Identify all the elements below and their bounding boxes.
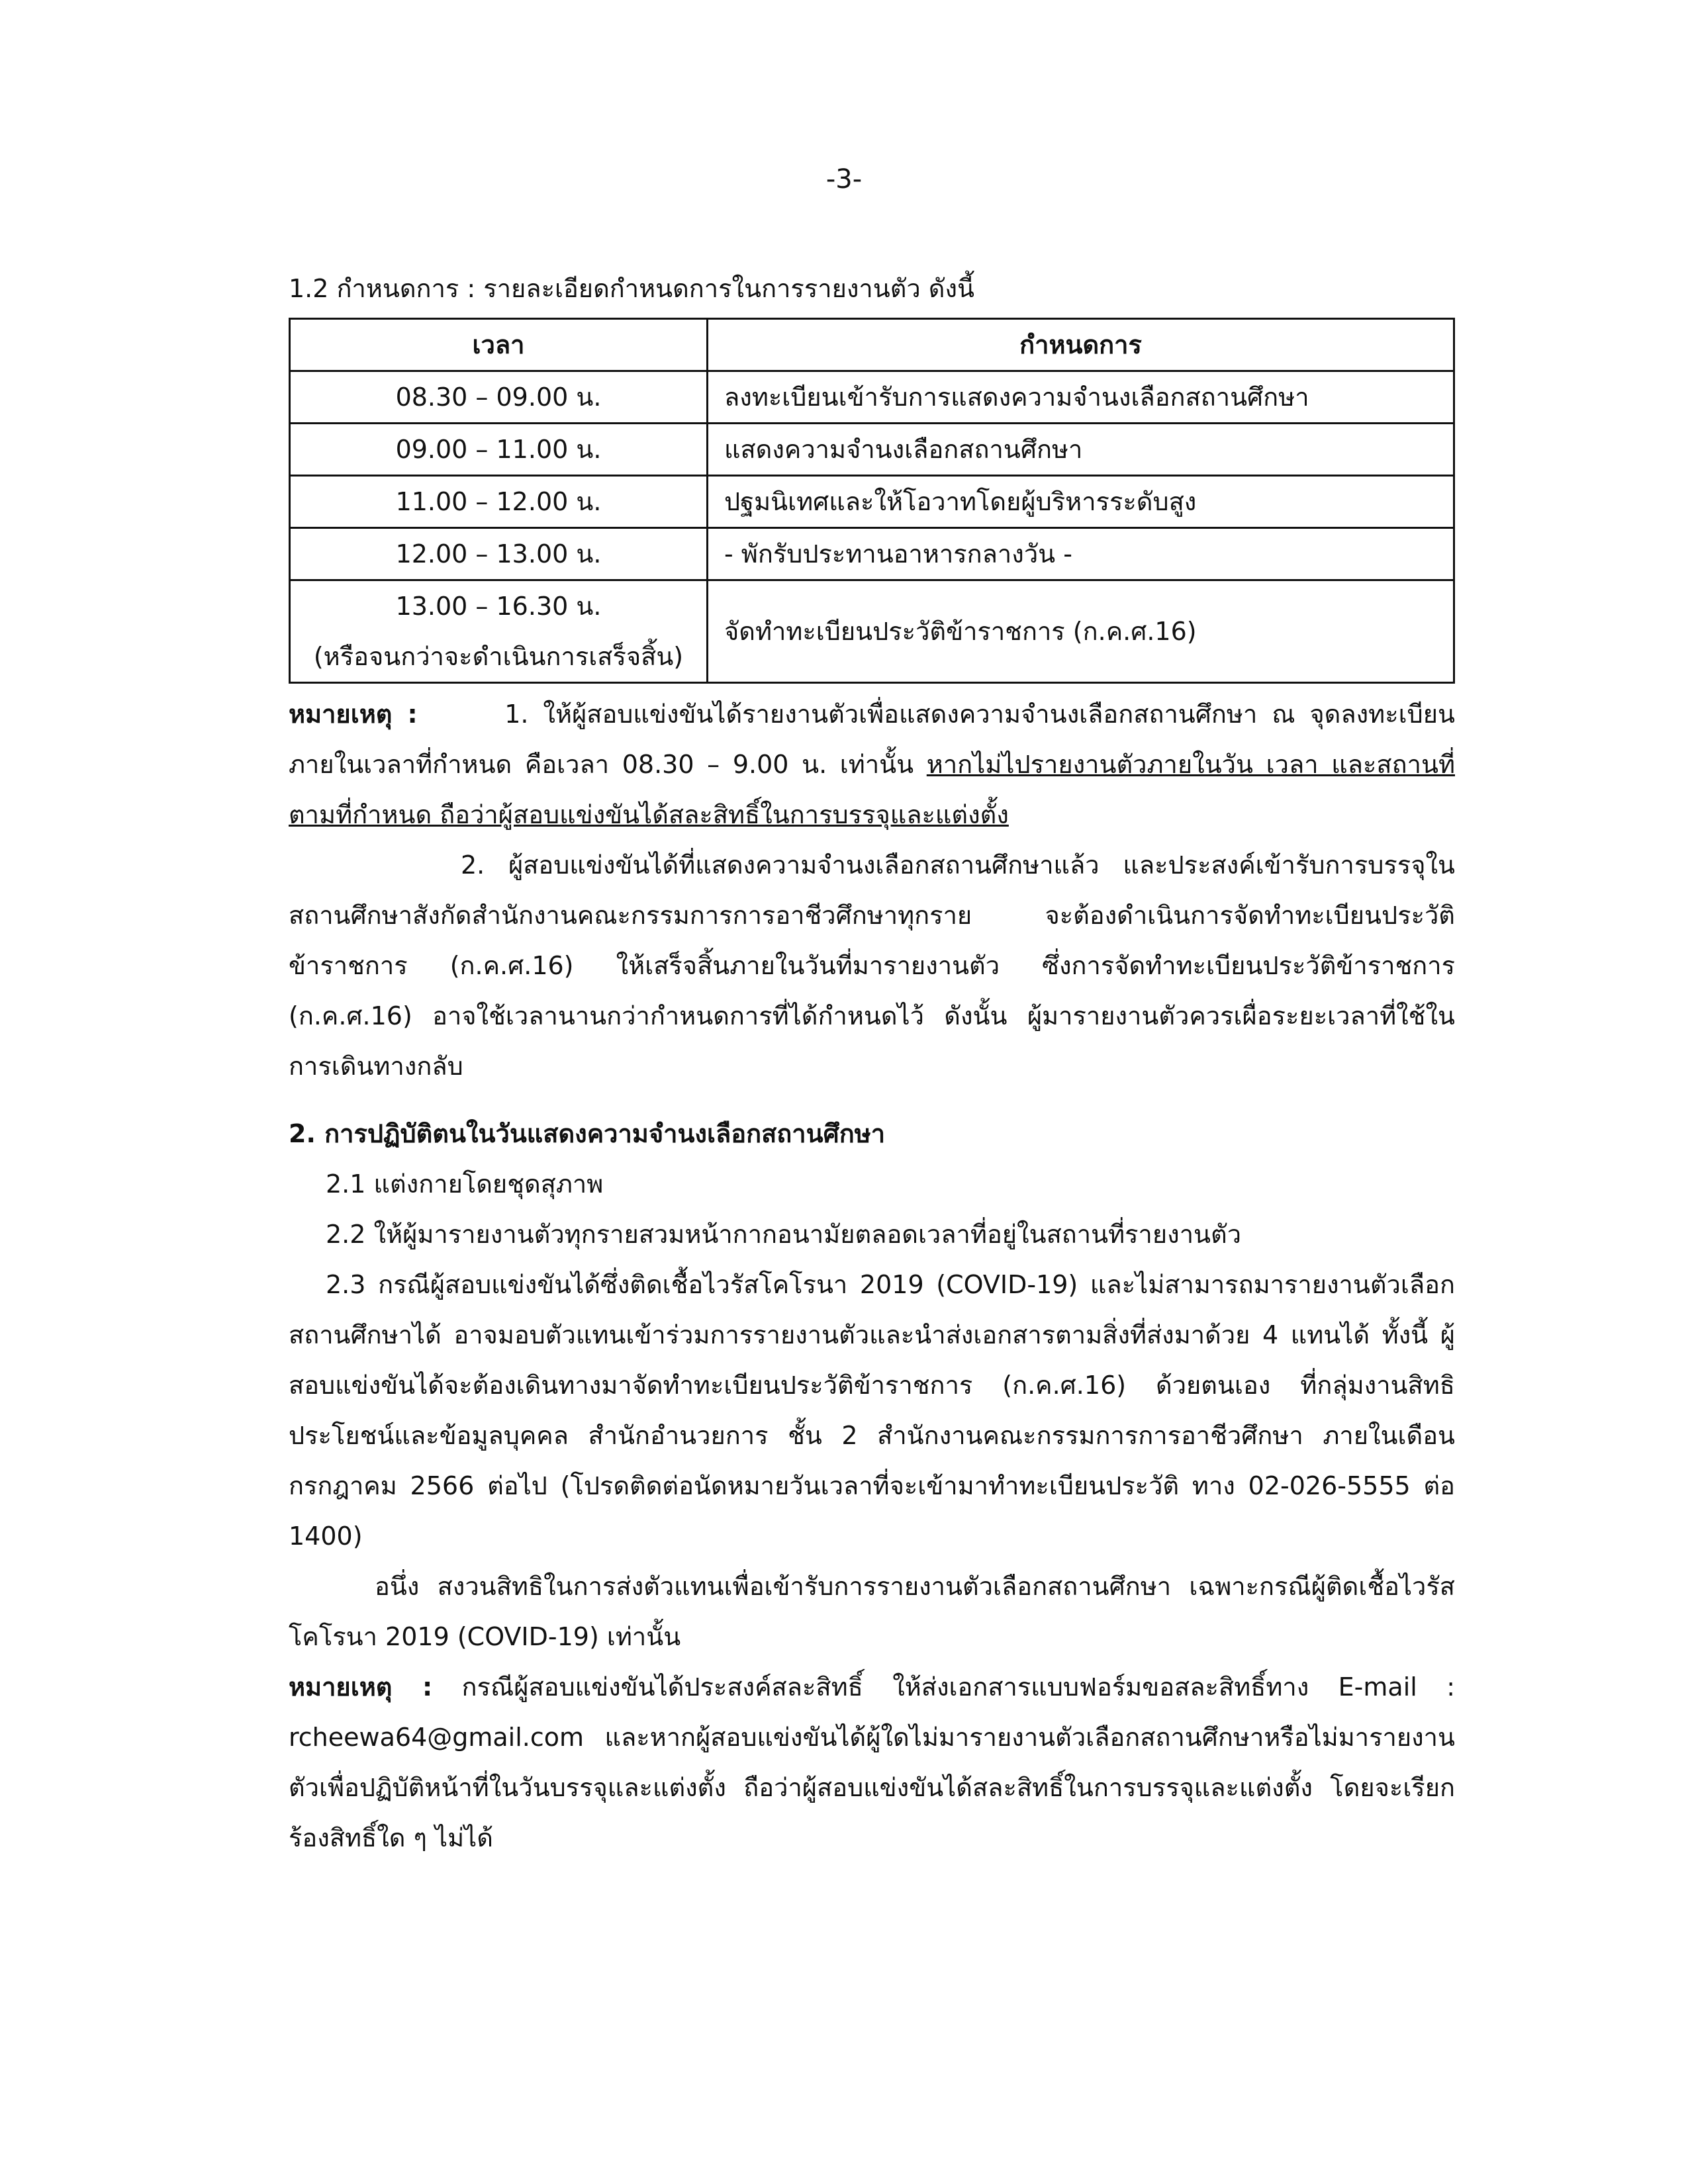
table-row bbox=[290, 371, 1454, 424]
row-activity: ปฐมนิเทศและให้โอวาทโดยผู้บริหารระดับสูง bbox=[708, 476, 1454, 528]
note-label: หมายเหตุ : bbox=[289, 1672, 433, 1702]
note-2-text: กรณีผู้สอบแข่งขันได้ประสงค์สละสิทธิ์ ให้ส่งเอกสารแบบฟอร์มขอสละสิทธิ์ทาง E-mail : rcheewa64@gmail.com และหากผู้สอบแข่งขันได้ผู้ใดไม่มารายงานตัวเลือกสถานศึกษาหรือไม่มารายงานตัวเพื่อปฏิบัติหน้าที่ในวันบรรจุและแต่งตั้ง ถือว่าผู้สอบแข่งขันได้สละสิทธิ์ในการบรรจุและแต่งตั้ง โดยจะเรียกร้องสิทธิ์ใด ๆ ไม่ได้ bbox=[289, 1672, 1455, 1852]
row-time: 11.00 – 12.00 น. bbox=[290, 476, 708, 528]
document-body bbox=[289, 263, 1455, 1863]
table-row bbox=[290, 528, 1454, 580]
table-row bbox=[290, 580, 1454, 683]
note-1-item-1 bbox=[289, 689, 1455, 840]
table-row bbox=[290, 424, 1454, 476]
note-1-item-2: 2. ผู้สอบแข่งขันได้ที่แสดงความจำนงเลือกสถานศึกษาแล้ว และประสงค์เข้ารับการบรรจุในสถานศึกษาสังกัดสำนักงานคณะกรรมการการอาชีวศึกษาทุกราย จะต้องดำเนินการจัดทำทะเบียนประวัติข้าราชการ (ก.ค.ศ.16) ให้เสร็จสิ้นภายในวันที่มารายงานตัว ซึ่งการจัดทำทะเบียนประวัติข้าราชการ (ก.ค.ศ.16) อาจใช้เวลานานกว่ากำหนดการที่ได้กำหนดไว้ ดังนั้น ผู้มารายงานตัวควรเผื่อระยะเวลาที่ใช้ในการเดินทางกลับ bbox=[289, 850, 1455, 1081]
note-label: หมายเหตุ : bbox=[289, 700, 418, 729]
item-2-1: 2.1 แต่งกายโดยชุดสุภาพ bbox=[326, 1169, 604, 1199]
row-time-range: 13.00 – 16.30 น. bbox=[395, 592, 602, 621]
item-2-2: 2.2 ให้ผู้มารายงานตัวทุกรายสวมหน้ากากอนามัยตลอดเวลาที่อยู่ในสถานที่รายงานตัว bbox=[326, 1220, 1242, 1249]
row-activity: ลงทะเบียนเข้ารับการแสดงความจำนงเลือกสถานศึกษา bbox=[708, 371, 1454, 424]
row-time: 09.00 – 11.00 น. bbox=[290, 424, 708, 476]
item-2-3: 2.3 กรณีผู้สอบแข่งขันได้ซึ่งติดเชื้อไวรัสโคโรนา 2019 (COVID-19) และไม่สามารถมารายงานตัวเลือกสถานศึกษาได้ อาจมอบตัวแทนเข้าร่วมการรายงานตัวและนำส่งเอกสารตามสิ่งที่ส่งมาด้วย 4 แทนได้ ทั้งนี้ ผู้สอบแข่งขันได้จะต้องเดินทางมาจัดทำทะเบียนประวัติข้าราชการ (ก.ค.ศ.16) ด้วยตนเอง ที่กลุ่มงานสิทธิประโยชน์และข้อมูลบุคคล สำนักอำนวยการ ชั้น 2 สำนักงานคณะกรรมการการอาชีวศึกษา ภายในเดือนกรกฎาคม 2566 ต่อไป (โปรดติดต่อนัดหมายวันเวลาที่จะเข้ามาทำทะเบียนประวัติ ทาง 02-026-5555 ต่อ 1400) bbox=[289, 1270, 1455, 1551]
row-time: 12.00 – 13.00 น. bbox=[290, 528, 708, 580]
section-2-heading: 2. การปฏิบัติตนในวันแสดงความจำนงเลือกสถานศึกษา bbox=[289, 1119, 886, 1148]
schedule-table bbox=[289, 318, 1455, 684]
row-activity: - พักรับประทานอาหารกลางวัน - bbox=[708, 528, 1454, 580]
note-1-item-1-underlined: หากไม่ไปรายงานตัวภายในวัน เวลา และสถานที่ตามที่กำหนด ถือว่าผู้สอบแข่งขันได้สละสิทธิ์ในการบรรจุและแต่งตั้ง bbox=[289, 750, 1455, 829]
header-activity: กำหนดการ bbox=[708, 319, 1454, 371]
table-row bbox=[290, 476, 1454, 528]
row-time bbox=[290, 580, 708, 683]
note-1-item-1-text: 1. ให้ผู้สอบแข่งขันได้รายงานตัวเพื่อแสดงความจำนงเลือกสถานศึกษา ณ จุดลงทะเบียน ภายในเวลาที่กำหนด คือเวลา 08.30 – 9.00 น. เท่านั้น bbox=[289, 700, 1455, 779]
row-activity: แสดงความจำนงเลือกสถานศึกษา bbox=[708, 424, 1454, 476]
row-activity: จัดทำทะเบียนประวัติข้าราชการ (ก.ค.ศ.16) bbox=[708, 580, 1454, 683]
page-number: -3- bbox=[825, 164, 863, 195]
section-1-2-heading: 1.2 กำหนดการ : รายละเอียดกำหนดการในการรายงานตัว ดังนี้ bbox=[289, 274, 975, 303]
reservation-paragraph: อนึ่ง สงวนสิทธิในการส่งตัวแทนเพื่อเข้ารับการรายงานตัวเลือกสถานศึกษา เฉพาะกรณีผู้ติดเชื้อไวรัสโคโรนา 2019 (COVID-19) เท่านั้น bbox=[289, 1572, 1455, 1651]
row-time-note: (หรือจนกว่าจะดำเนินการเสร็จสิ้น) bbox=[313, 642, 684, 671]
note-2 bbox=[289, 1662, 1455, 1863]
table-header-row bbox=[290, 319, 1454, 371]
header-time: เวลา bbox=[290, 319, 708, 371]
row-time: 08.30 – 09.00 น. bbox=[290, 371, 708, 424]
